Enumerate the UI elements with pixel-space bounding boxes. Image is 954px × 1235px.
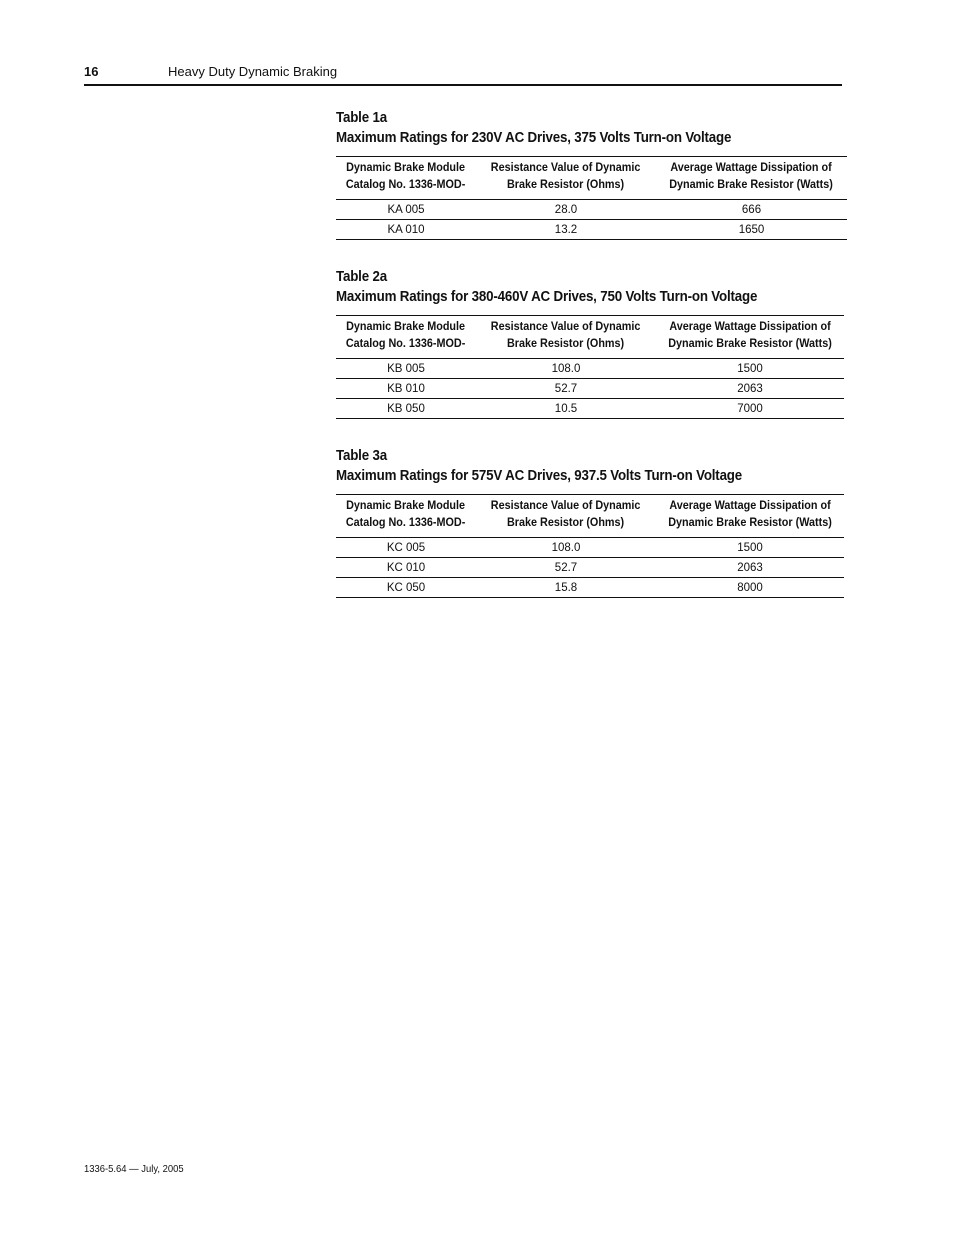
module-cell: KB 050 — [336, 399, 476, 419]
module-cell: KC 010 — [336, 558, 476, 578]
column-header-module: Dynamic Brake Module Catalog No. 1336-MOD- — [336, 495, 476, 538]
column-header-module: Dynamic Brake Module Catalog No. 1336-MOD- — [336, 316, 476, 359]
ratings-table — [336, 494, 844, 598]
module-cell: KB 005 — [336, 359, 476, 379]
module-cell: KC 050 — [336, 578, 476, 598]
wattage-cell: 666 — [656, 200, 847, 220]
wattage-cell: 2063 — [656, 558, 844, 578]
resistance-cell: 108.0 — [476, 538, 656, 558]
column-header-wattage: Average Wattage Dissipation of Dynamic Brake Resistor (Watts) — [656, 157, 847, 200]
resistance-cell: 52.7 — [476, 558, 656, 578]
table-row — [336, 359, 844, 379]
table-row — [336, 399, 844, 419]
page-number: 16 — [84, 64, 99, 79]
table-header-row — [336, 495, 844, 538]
resistance-cell: 52.7 — [476, 379, 656, 399]
table-label: Table 2a — [336, 269, 387, 285]
table-row — [336, 538, 844, 558]
resistance-cell: 108.0 — [476, 359, 656, 379]
column-header-wattage: Average Wattage Dissipation of Dynamic Brake Resistor (Watts) — [656, 495, 844, 538]
table-row — [336, 379, 844, 399]
wattage-cell: 1500 — [656, 359, 844, 379]
resistance-cell: 15.8 — [476, 578, 656, 598]
resistance-cell: 13.2 — [476, 220, 656, 240]
resistance-cell: 10.5 — [476, 399, 656, 419]
table-row — [336, 220, 847, 240]
column-header-module: Dynamic Brake Module Catalog No. 1336-MOD- — [336, 157, 476, 200]
column-header-resistance: Resistance Value of Dynamic Brake Resistor (Ohms) — [476, 316, 656, 359]
table-row — [336, 200, 847, 220]
table-header-row — [336, 157, 847, 200]
table-title: Maximum Ratings for 575V AC Drives, 937.5 Volts Turn-on Voltage — [336, 468, 743, 484]
wattage-cell: 2063 — [656, 379, 844, 399]
wattage-cell: 1500 — [656, 538, 844, 558]
table-label: Table 1a — [336, 110, 387, 126]
table-2a-block — [336, 267, 844, 419]
column-header-wattage: Average Wattage Dissipation of Dynamic Brake Resistor (Watts) — [656, 316, 844, 359]
page-header — [84, 62, 842, 86]
table-title: Maximum Ratings for 380-460V AC Drives, 750 Volts Turn-on Voltage — [336, 289, 758, 305]
module-cell: KA 005 — [336, 200, 476, 220]
page-footer: 1336-5.64 — July, 2005 — [84, 1163, 184, 1175]
running-header-title: Heavy Duty Dynamic Braking — [168, 64, 338, 79]
column-header-resistance: Resistance Value of Dynamic Brake Resistor (Ohms) — [476, 495, 656, 538]
wattage-cell: 8000 — [656, 578, 844, 598]
table-1a-block — [336, 108, 847, 240]
table-row — [336, 558, 844, 578]
module-cell: KA 010 — [336, 220, 476, 240]
table-row — [336, 578, 844, 598]
ratings-table — [336, 315, 844, 419]
table-title: Maximum Ratings for 230V AC Drives, 375 Volts Turn-on Voltage — [336, 130, 732, 146]
resistance-cell: 28.0 — [476, 200, 656, 220]
table-3a-block — [336, 446, 844, 598]
column-header-resistance: Resistance Value of Dynamic Brake Resistor (Ohms) — [476, 157, 656, 200]
table-label: Table 3a — [336, 448, 387, 464]
wattage-cell: 1650 — [656, 220, 847, 240]
module-cell: KC 005 — [336, 538, 476, 558]
table-header-row — [336, 316, 844, 359]
ratings-table — [336, 156, 847, 240]
wattage-cell: 7000 — [656, 399, 844, 419]
module-cell: KB 010 — [336, 379, 476, 399]
